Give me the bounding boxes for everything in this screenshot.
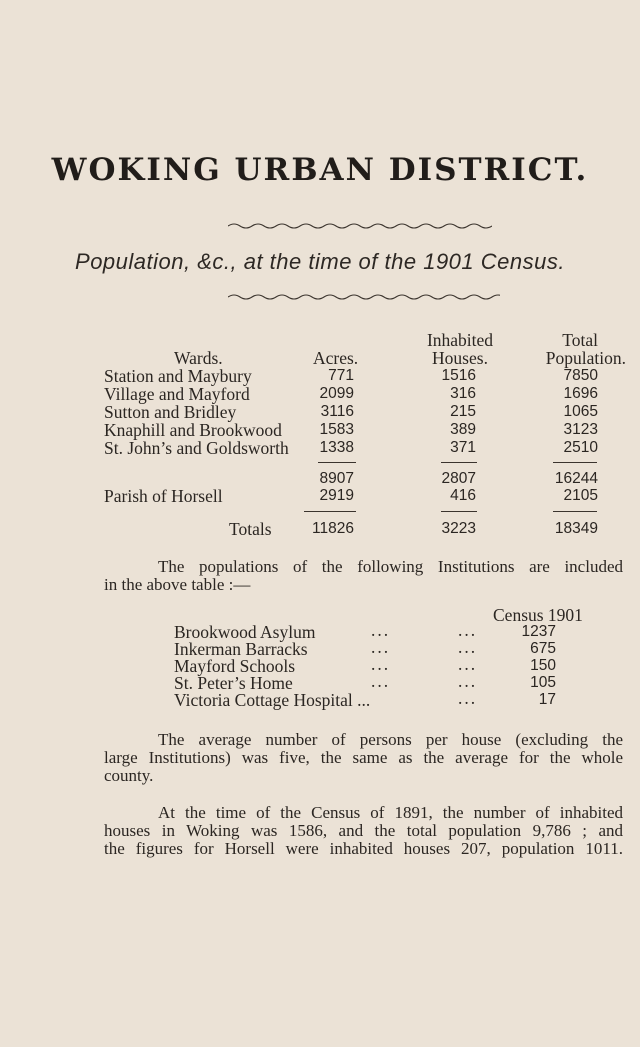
totals-rule — [553, 511, 597, 512]
leader-dots: ... — [458, 671, 478, 691]
text-line: county. — [104, 766, 154, 785]
institution-name: Inkerman Barracks — [174, 639, 308, 659]
subtotal-rule — [553, 462, 597, 463]
subtotal-rule — [318, 462, 356, 463]
institution-value: 675 — [530, 640, 556, 657]
institutions-intro — [104, 558, 623, 594]
text-line: At the time of the Census of 1891, the number of inhabited — [158, 803, 623, 822]
institution-value: 1237 — [521, 623, 556, 640]
header-population-line1: Total — [562, 330, 598, 350]
ward-houses: 215 — [450, 403, 476, 420]
ward-population: 1065 — [563, 403, 598, 420]
totals-rule — [441, 511, 477, 512]
paragraph-average — [104, 731, 623, 785]
header-wards: Wards. — [174, 348, 223, 368]
text-line: The populations of the following Institutions are included — [158, 557, 623, 576]
leader-dots: ... — [458, 620, 478, 640]
totals-houses: 3223 — [441, 520, 476, 537]
ward-name: Knaphill and Brookwood — [104, 420, 282, 440]
text-line: The average number of persons per house (excluding the — [158, 730, 623, 749]
leader-dots: ... — [458, 688, 478, 708]
wavy-divider — [228, 293, 500, 301]
page-title: WOKING URBAN DISTRICT. — [51, 152, 589, 188]
institution-value: 17 — [538, 691, 556, 708]
ward-population: 3123 — [563, 421, 598, 438]
ward-acres: 1338 — [319, 439, 354, 456]
paragraph-1891 — [104, 804, 623, 858]
institutions-header: Census 1901 — [493, 605, 583, 625]
horsell-houses: 416 — [450, 487, 476, 504]
ward-acres: 771 — [328, 367, 354, 384]
leader-dots: ... — [458, 654, 478, 674]
ward-houses: 316 — [450, 385, 476, 402]
header-houses-line1: Inhabited — [426, 330, 494, 350]
wavy-divider — [228, 222, 492, 230]
ward-name: St. John’s and Goldsworth — [104, 438, 289, 458]
institution-value: 105 — [530, 674, 556, 691]
leader-dots: ... — [371, 637, 391, 657]
header-acres: Acres. — [313, 348, 359, 368]
page-subtitle: Population, &c., at the time of the 1901 Census. — [75, 249, 565, 274]
horsell-acres: 2919 — [319, 487, 354, 504]
horsell-population: 2105 — [563, 487, 598, 504]
header-population-line2: Population. — [545, 348, 626, 368]
leader-dots: ... — [371, 654, 391, 674]
ward-population: 2510 — [563, 439, 598, 456]
subtotal-acres: 8907 — [319, 470, 354, 487]
subtotal-rule — [441, 462, 477, 463]
ward-houses: 371 — [450, 439, 476, 456]
horsell-name: Parish of Horsell — [104, 486, 223, 506]
leader-dots: ... — [371, 671, 391, 691]
ward-name: Village and Mayford — [104, 384, 250, 404]
leader-dots: ... — [458, 637, 478, 657]
leader-dots: ... — [371, 620, 391, 640]
totals-population: 18349 — [554, 520, 598, 537]
ward-acres: 2099 — [319, 385, 354, 402]
institution-name: Victoria Cottage Hospital ... — [174, 690, 371, 710]
ward-name: Sutton and Bridley — [104, 402, 237, 422]
institution-name: Mayford Schools — [174, 656, 296, 676]
ward-name: Station and Maybury — [104, 366, 252, 386]
totals-label: Totals — [229, 519, 272, 539]
totals-acres: 11826 — [312, 520, 354, 537]
ward-houses: 389 — [450, 421, 476, 438]
text-line: in the above table :— — [104, 575, 251, 594]
institution-name: Brookwood Asylum — [174, 622, 316, 642]
text-line: the figures for Horsell were inhabited houses 207, population 1011. — [104, 839, 623, 858]
ward-population: 7850 — [563, 367, 598, 384]
text-line: large Institutions) was five, the same as the average for the whole — [104, 748, 623, 767]
ward-houses: 1516 — [441, 367, 476, 384]
ward-population: 1696 — [563, 385, 598, 402]
institution-value: 150 — [530, 657, 556, 674]
text-line: houses in Woking was 1586, and the total population 9,786 ; and — [104, 821, 623, 840]
subtotal-population: 16244 — [554, 470, 598, 487]
header-houses-line2: Houses. — [432, 348, 488, 368]
totals-rule — [304, 511, 356, 512]
ward-acres: 1583 — [319, 421, 354, 438]
ward-acres: 3116 — [320, 403, 354, 420]
institution-name: St. Peter’s Home — [174, 673, 293, 693]
subtotal-houses: 2807 — [441, 470, 476, 487]
